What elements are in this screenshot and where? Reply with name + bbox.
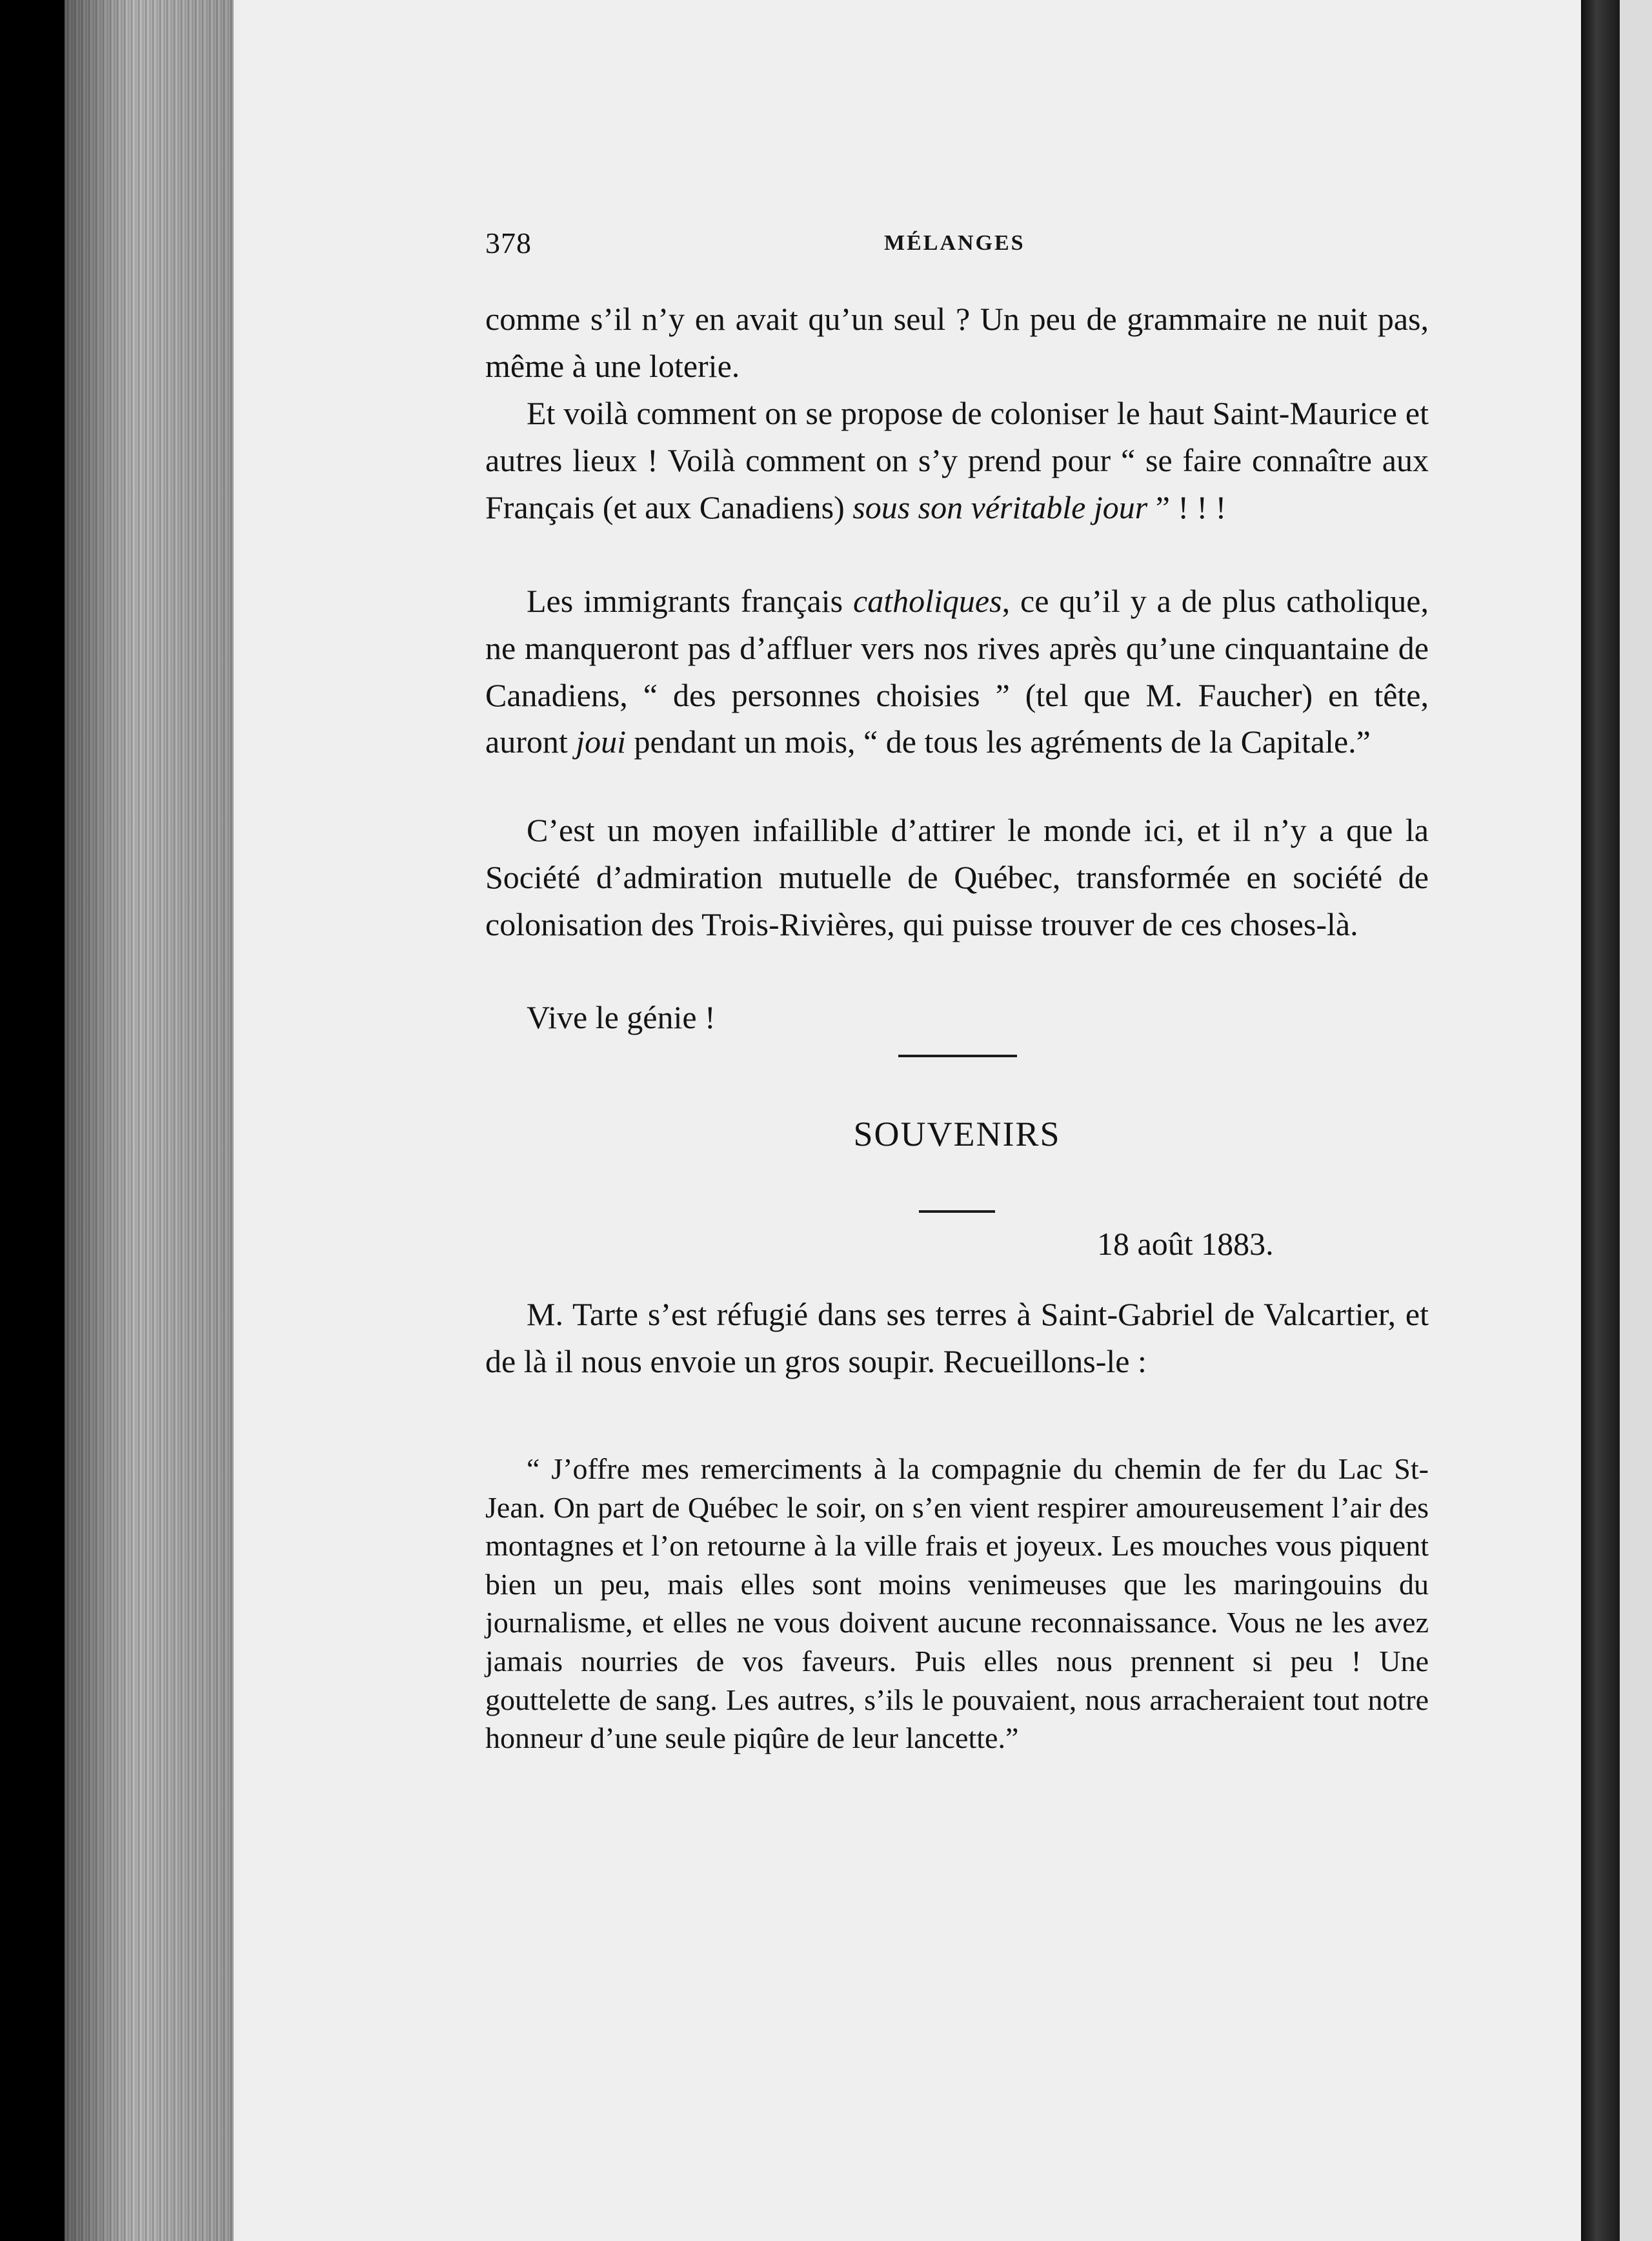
- running-head: [485, 226, 1427, 258]
- paragraph-vive-le-genie: Vive le génie !: [527, 999, 716, 1035]
- quoted-passage: “ J’offre mes remerciments à la compagnie du chemin de fer du Lac St-Jean. On part de Québec le soir, on s’en vient respirer amoureusement l’air des montagnes et l’on retourne à la ville frais et joyeux. Les mouches vous piquent bien un peu, mais elles sont moins venimeuses que les maringouins du journalisme, et elles ne vous doivent aucune reconnaissance. Vous ne les avez jamais nourries de vos faveurs. Puis elles nous prennent si peu ! Une gouttelette de sang. Les autres, s’ils le pouvaient, nous arracheraient tout notre honneur d’une seule piqûre de leur lancette.”: [485, 1452, 1429, 1755]
- paragraph-text: Et voilà comment on se propose de coloniser le haut Saint-Maurice et autres lieux ! Voilà comment on s’y prend pour “ se faire connaître aux Français (et aux Canadiens): [485, 395, 1429, 525]
- page-stack-shadow: [65, 0, 237, 2241]
- paragraph-coloniser: [485, 390, 1429, 531]
- paragraph-moyen-infaillible: C’est un moyen infaillible d’attirer le monde ici, et il n’y a que la Société d’admiration mutuelle de Québec, transformée en société de colonisation des Trois-Rivières, qui puisse trouver de ces choses-là.: [485, 812, 1429, 942]
- paragraph-tarte: M. Tarte s’est réfugié dans ses terres à Saint-Gabriel de Valcartier, et de là il nous envoie un gros soupir. Recueillons-le :: [485, 1296, 1429, 1379]
- paragraph-text: Les immigrants français: [527, 583, 854, 619]
- paragraph-text: ” ! ! !: [1147, 489, 1227, 525]
- paragraph-text: pendant un mois, “ de tous les agréments de la Capitale.”: [626, 724, 1371, 760]
- italic-word: joui: [576, 724, 627, 760]
- page-number: 378: [485, 227, 532, 259]
- running-title: MÉLANGES: [884, 231, 1025, 255]
- section-divider-top: [898, 1055, 1017, 1057]
- italic-word: catholiques: [853, 583, 1002, 619]
- section-divider-bottom: [919, 1210, 995, 1213]
- paragraph-grammaire: comme s’il n’y en avait qu’un seul ? Un peu de grammaire ne nuit pas, même à une loterie.: [485, 301, 1429, 384]
- paragraph-text: , ce qu’il y a de plus catholique, ne manqueront pas d’affluer vers nos rives après qu’une cinquantaine de Canadiens, “ des personnes choisies ” (tel que M. Faucher) en tête, auront: [485, 583, 1429, 760]
- facing-page-edge: [1620, 0, 1652, 2241]
- section-title: SOUVENIRS: [853, 1115, 1061, 1153]
- book-gutter-shadow: [1581, 0, 1620, 2241]
- paragraph-immigrants: [485, 578, 1429, 766]
- section-date: 18 août 1883.: [1097, 1226, 1274, 1262]
- italic-phrase: sous son véritable jour: [852, 489, 1148, 525]
